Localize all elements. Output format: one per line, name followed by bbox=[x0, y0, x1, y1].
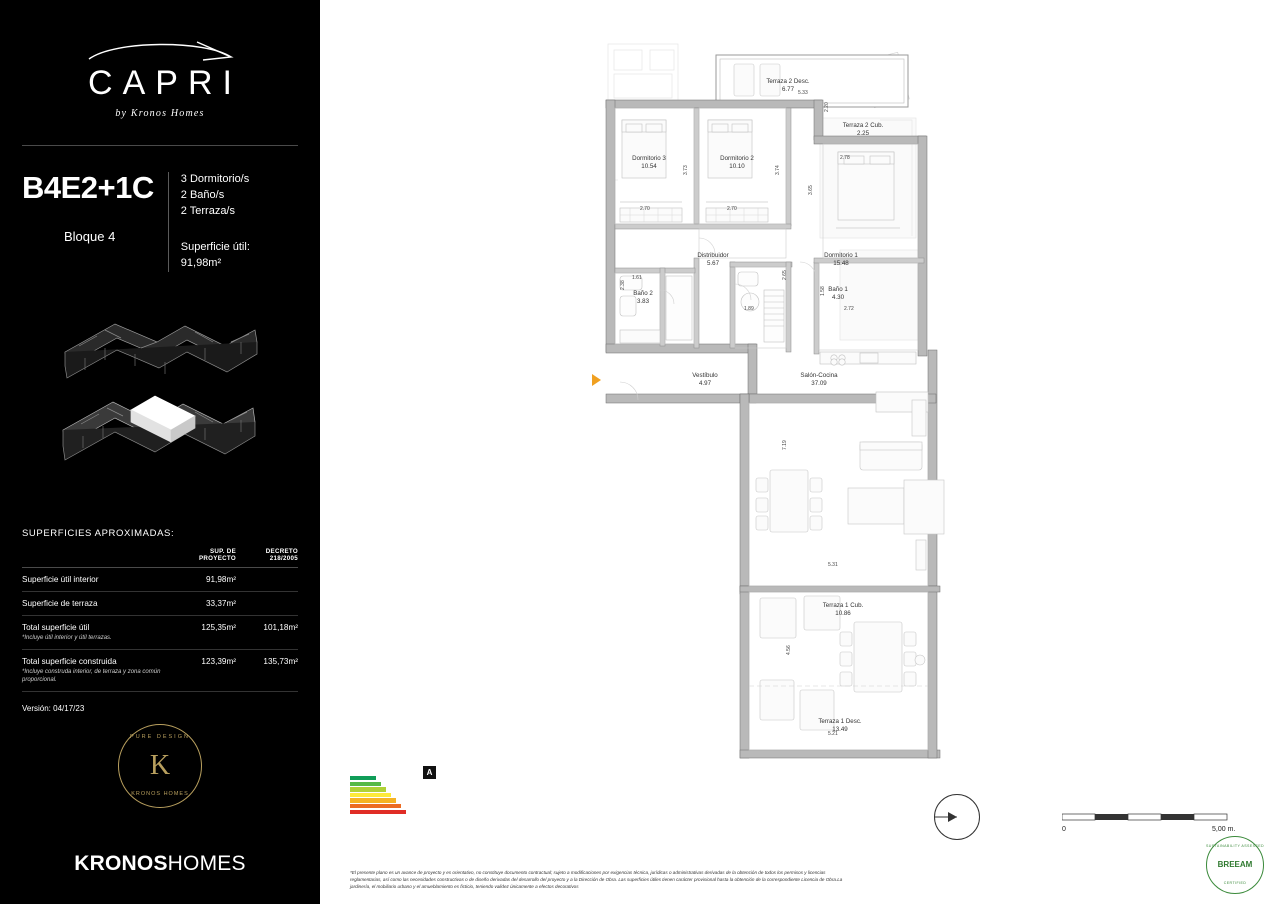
breeam-top-text: SUSTAINABILITY ASSESSED bbox=[1206, 844, 1264, 848]
surfaces-row-label bbox=[22, 650, 172, 692]
room-area: 15.48 bbox=[833, 260, 849, 268]
dimension-text: 2.65 bbox=[782, 270, 788, 280]
seal-letter: K bbox=[149, 750, 171, 781]
surfaces-table bbox=[22, 548, 298, 693]
room-name: Terraza 1 Cub. bbox=[822, 602, 864, 609]
dimension-text: 2.20 bbox=[824, 102, 830, 112]
surfaces-row-label-text: Superficie de terraza bbox=[22, 599, 98, 609]
surfaces-row-decree: 101,18m² bbox=[236, 616, 298, 650]
seal-bottom-text: KRONOS HOMES bbox=[131, 791, 189, 797]
dimension-text: 3.65 bbox=[808, 185, 814, 195]
dimension-text: 7.19 bbox=[782, 440, 788, 450]
dimension-text: 1.58 bbox=[820, 286, 826, 296]
surfaces-row-project: 125,35m² bbox=[172, 616, 236, 650]
floorplan-panel bbox=[320, 0, 1280, 904]
surfaces-row-decree bbox=[236, 592, 298, 616]
room-name: Terraza 2 Desc. bbox=[766, 78, 810, 85]
dimension-text: 2.78 bbox=[840, 155, 850, 161]
disclaimer-text bbox=[350, 869, 1050, 890]
floorplan-drawing bbox=[320, 0, 1280, 790]
table-row bbox=[22, 650, 298, 692]
disclaimer-line-3: jardinería, el mobiliario urbano y el amueblamiento es ficticio, teniendo validez únicamente a efectos decorativos bbox=[350, 883, 579, 889]
surfaces-row-note: *Incluye construda interior, de terraza y zona común proporcional. bbox=[22, 669, 161, 684]
room-label-terraza-2-cub bbox=[818, 122, 908, 139]
surfaces-row-label bbox=[22, 568, 172, 592]
brand-logo bbox=[0, 0, 320, 119]
brand-tagline: by Kronos Homes bbox=[115, 108, 205, 119]
unit-title-block bbox=[0, 146, 320, 272]
room-name: Dormitorio 2 bbox=[720, 155, 754, 162]
capri-swoosh-icon bbox=[85, 38, 235, 64]
room-label-dormitorio-3 bbox=[604, 155, 694, 172]
scale-start-label: 0 bbox=[1062, 826, 1066, 833]
dimension-text: 3.74 bbox=[775, 165, 781, 175]
room-label-terraza-1-cub bbox=[798, 602, 888, 619]
dimension-text: 2.38 bbox=[620, 280, 626, 290]
room-area: 4.30 bbox=[831, 294, 845, 302]
energy-rating-value: A bbox=[423, 766, 436, 779]
dimension-text: 1.89 bbox=[744, 306, 754, 312]
surfaces-header-blank bbox=[22, 548, 172, 568]
table-row bbox=[22, 568, 298, 592]
room-name: Baño 1 bbox=[828, 286, 848, 293]
pure-design-seal bbox=[0, 724, 320, 808]
surfaces-header-decree-l1: DECRETO bbox=[265, 547, 298, 555]
dimension-text: 2.70 bbox=[727, 206, 737, 212]
surfaces-header-row bbox=[22, 548, 298, 568]
surfaces-row-label-text: Total superficie útil bbox=[22, 623, 90, 633]
unit-code: B4E2+1C bbox=[22, 170, 154, 205]
surfaces-row-project: 123,39m² bbox=[172, 650, 236, 692]
room-name: Salón-Cocina bbox=[800, 372, 838, 379]
dimension-text: 5.31 bbox=[828, 562, 838, 568]
kronos-footer-light: HOMES bbox=[167, 852, 246, 875]
version-label: Versión: 04/17/23 bbox=[22, 704, 85, 714]
surfaces-row-project: 91,98m² bbox=[172, 568, 236, 592]
surfaces-header-decree bbox=[236, 548, 298, 568]
table-row bbox=[22, 592, 298, 616]
sidebar bbox=[0, 0, 320, 904]
dimension-text: 4.56 bbox=[786, 645, 792, 655]
dimension-text: 1.61 bbox=[632, 275, 642, 281]
room-label-distribuidor bbox=[668, 252, 758, 269]
surfaces-header-decree-l2: 218/2005 bbox=[269, 555, 298, 563]
breeam-bottom-text: CERTIFIED bbox=[1223, 881, 1247, 885]
dimension-text: 2.72 bbox=[844, 306, 854, 312]
massing-svg bbox=[45, 290, 275, 505]
unit-usable-value: 91,98m² bbox=[180, 256, 222, 269]
surfaces-header-project-l2: PROYECTO bbox=[198, 555, 236, 563]
table-row bbox=[22, 616, 298, 650]
surfaces-row-label bbox=[22, 616, 172, 650]
kronos-footer-logo bbox=[0, 852, 320, 876]
room-area: 10.86 bbox=[835, 610, 851, 618]
unit-bathrooms: 2 Baño/s bbox=[180, 188, 225, 201]
dimension-text: 2.70 bbox=[640, 206, 650, 212]
room-area: 13.49 bbox=[832, 726, 848, 734]
room-label-vestibulo bbox=[660, 372, 750, 389]
room-label-terraza-2-desc bbox=[743, 78, 833, 95]
surfaces-section bbox=[0, 528, 320, 693]
room-label-dormitorio-1 bbox=[796, 252, 886, 269]
room-label-bano-1 bbox=[803, 286, 873, 303]
room-name: Terraza 2 Cub. bbox=[842, 122, 884, 129]
room-label-bano-2 bbox=[608, 290, 678, 307]
room-area: 2.25 bbox=[856, 130, 870, 138]
kronos-footer-bold: KRONOS bbox=[74, 852, 168, 875]
surfaces-row-label-text: Superficie útil interior bbox=[22, 575, 99, 585]
room-label-terraza-1-desc bbox=[795, 718, 885, 735]
room-label-dormitorio-2 bbox=[692, 155, 782, 172]
disclaimer-line-2: reglamentarias, así como las necesidades constructivas o de diseño derivadas del desarrollo del proyecto y a la Dirección de Obra. Las superficies útiles tienen carácter provisional hasta la obtención de la correspondiente Licencia de Obra.La bbox=[350, 876, 843, 882]
dimension-text: 5.33 bbox=[798, 90, 808, 96]
surfaces-row-project: 33,37m² bbox=[172, 592, 236, 616]
unit-usable-label: Superficie útil: bbox=[180, 240, 250, 253]
room-area: 37.09 bbox=[811, 380, 827, 388]
surfaces-row-label bbox=[22, 592, 172, 616]
room-area: 4.97 bbox=[698, 380, 712, 388]
room-label-salon-cocina bbox=[774, 372, 864, 389]
room-area: 6.77 bbox=[781, 86, 795, 94]
surfaces-row-note: *Incluye útil interior y útil terrazas. bbox=[22, 635, 112, 642]
room-area: 10.54 bbox=[641, 163, 657, 171]
scale-end-label: 5,00 m. bbox=[1212, 826, 1236, 833]
room-name: Dormitorio 3 bbox=[632, 155, 666, 162]
north-arrow-icon bbox=[934, 794, 980, 840]
breeam-label: BREEAM bbox=[1217, 860, 1253, 869]
room-area: 3.83 bbox=[636, 298, 650, 306]
entrance-marker-icon bbox=[592, 374, 601, 386]
brand-name: CAPRI bbox=[88, 64, 242, 102]
breeam-seal bbox=[1206, 836, 1264, 894]
dimension-text: 5.21 bbox=[828, 731, 838, 737]
room-name: Dormitorio 1 bbox=[824, 252, 858, 259]
unit-block: Bloque 4 bbox=[64, 229, 116, 244]
surfaces-row-label-text: Total superficie construida bbox=[22, 657, 117, 667]
dimension-text: 3.73 bbox=[683, 165, 689, 175]
building-massing-diagram bbox=[0, 290, 320, 510]
energy-rating-label bbox=[350, 768, 433, 816]
surfaces-title: SUPERFICIES APROXIMADAS: bbox=[22, 527, 175, 539]
room-area: 5.67 bbox=[706, 260, 720, 268]
unit-bedrooms: 3 Dormitorio/s bbox=[180, 173, 250, 185]
surfaces-header-project-l1: SUP. DE bbox=[209, 547, 236, 555]
room-area: 10.10 bbox=[729, 163, 745, 171]
room-name: Baño 2 bbox=[633, 290, 653, 297]
room-name: Vestíbulo bbox=[692, 372, 718, 379]
surfaces-row-decree bbox=[236, 568, 298, 592]
surfaces-header-project bbox=[172, 548, 236, 568]
seal-top-text: PURE DESIGN bbox=[130, 734, 190, 740]
room-name: Distribuidor bbox=[697, 252, 729, 259]
disclaimer-line-1: *El presente plano es un avance de proyecto y es orientativo, no constituye documento contractual; sujeto a modificaciones por exigencias técnica, jurídicas o administrativas derivadas de la obtención de todos los permisos y licencias bbox=[350, 869, 826, 875]
room-name: Terraza 1 Desc. bbox=[818, 718, 862, 725]
scale-bar-graphic bbox=[1062, 810, 1262, 824]
scale-bar bbox=[1062, 810, 1262, 836]
unit-terraces: 2 Terraza/s bbox=[180, 204, 235, 217]
surfaces-row-decree: 135,73m² bbox=[236, 650, 298, 692]
floorplan-svg bbox=[320, 0, 1280, 790]
